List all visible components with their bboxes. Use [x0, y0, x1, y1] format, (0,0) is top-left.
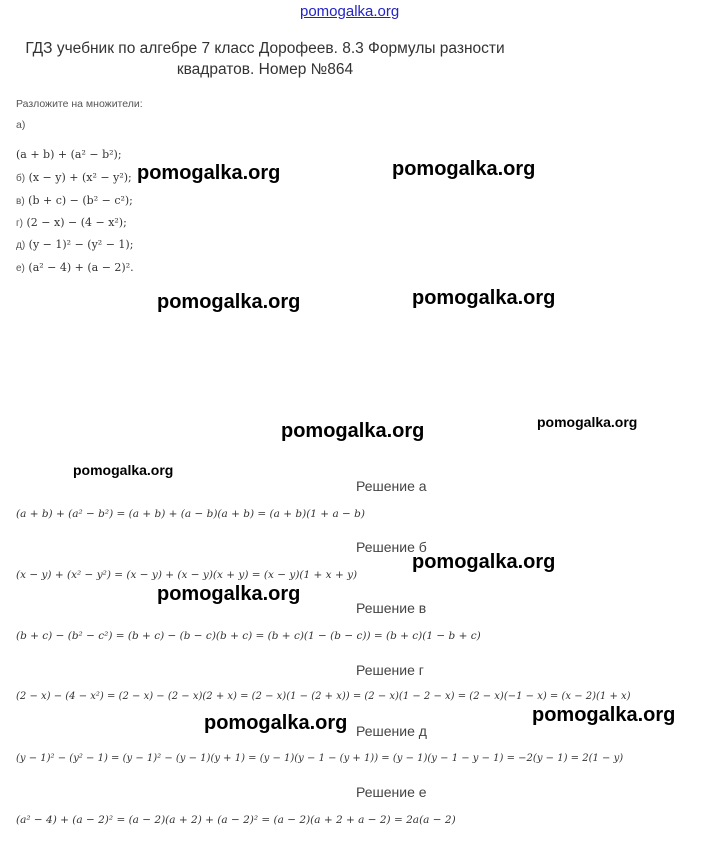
watermark: pomogalka.org — [204, 712, 348, 734]
task-item-label: г) — [16, 218, 23, 229]
task-item-expr: (a² − 4) + (a − 2)². — [28, 261, 134, 274]
task-item-a-label: а) — [16, 119, 26, 131]
watermark: pomogalka.org — [157, 583, 301, 605]
task-item-label: е) — [16, 263, 25, 274]
solution-heading-v: Решение в — [356, 600, 427, 616]
solution-formula-g: (2 − x) − (4 − x²) = (2 − x) − (2 − x)(2 + x) = (2 − x)(1 − (2 + x)) = (2 − x)(1 − 2 − x) = (2 − x)(−1 − x) = (x − 2)(1 + x) — [16, 691, 631, 702]
task-item-d — [16, 238, 133, 251]
watermark: pomogalka.org — [281, 420, 425, 442]
task-item-label: б) — [16, 173, 26, 184]
solution-formula-v: (b + c) − (b² − c²) = (b + c) − (b − c)(b + c) = (b + c)(1 − (b − c)) = (b + c)(1 − b + c) — [16, 630, 481, 642]
solution-heading-b: Решение б — [356, 539, 427, 555]
task-item-label: д) — [16, 240, 26, 251]
watermark: pomogalka.org — [392, 158, 536, 180]
solution-heading-e: Решение е — [356, 784, 427, 800]
solution-heading-g: Решение г — [356, 662, 424, 678]
solution-formula-b: (x − y) + (x² − y²) = (x − y) + (x − y)(x + y) = (x − y)(1 + x + y) — [16, 569, 358, 581]
solution-formula-d: (y − 1)² − (y² − 1) = (y − 1)² − (y − 1)(y + 1) = (y − 1)(y − 1 − (y + 1)) = (y − 1)(y − 1 − y − 1) = −2(y − 1) = 2(1 − y) — [16, 753, 624, 764]
watermark: pomogalka.org — [73, 462, 174, 478]
task-intro: Разложите на множители: — [16, 98, 143, 110]
task-item-expr: (2 − x) − (4 − x²); — [26, 216, 127, 229]
watermark: pomogalka.org — [137, 162, 281, 184]
site-link[interactable]: pomogalka.org — [300, 3, 400, 20]
task-item-g — [16, 216, 127, 229]
task-item-expr: (a + b) + (a² − b²); — [16, 148, 122, 161]
watermark: pomogalka.org — [532, 704, 676, 726]
task-item-expr: (y − 1)² − (y² − 1); — [28, 238, 134, 251]
watermark: pomogalka.org — [412, 551, 556, 573]
watermark: pomogalka.org — [537, 414, 638, 430]
task-item-expr: (b + c) − (b² − c²); — [28, 194, 133, 207]
task-item-a — [16, 148, 122, 161]
solution-formula-a: (a + b) + (a² − b²) = (a + b) + (a − b)(a + b) = (a + b)(1 + a − b) — [16, 508, 365, 520]
task-item-label: в) — [16, 196, 25, 207]
solution-heading-a: Решение а — [356, 478, 427, 494]
solution-heading-d: Решение д — [356, 723, 427, 739]
solution-formula-e: (a² − 4) + (a − 2)² = (a − 2)(a + 2) + (a − 2)² = (a − 2)(a + 2 + a − 2) = 2a(a − 2) — [16, 814, 456, 826]
task-item-expr: (x − y) + (x² − y²); — [28, 171, 132, 184]
watermark: pomogalka.org — [412, 287, 556, 309]
task-item-b — [16, 171, 132, 184]
task-item-e — [16, 261, 134, 274]
page-title: ГДЗ учебник по алгебре 7 класс Дорофеев. 8.3 Формулы разности квадратов. Номер №864 — [25, 40, 505, 78]
task-item-v — [16, 194, 133, 207]
watermark: pomogalka.org — [157, 291, 301, 313]
